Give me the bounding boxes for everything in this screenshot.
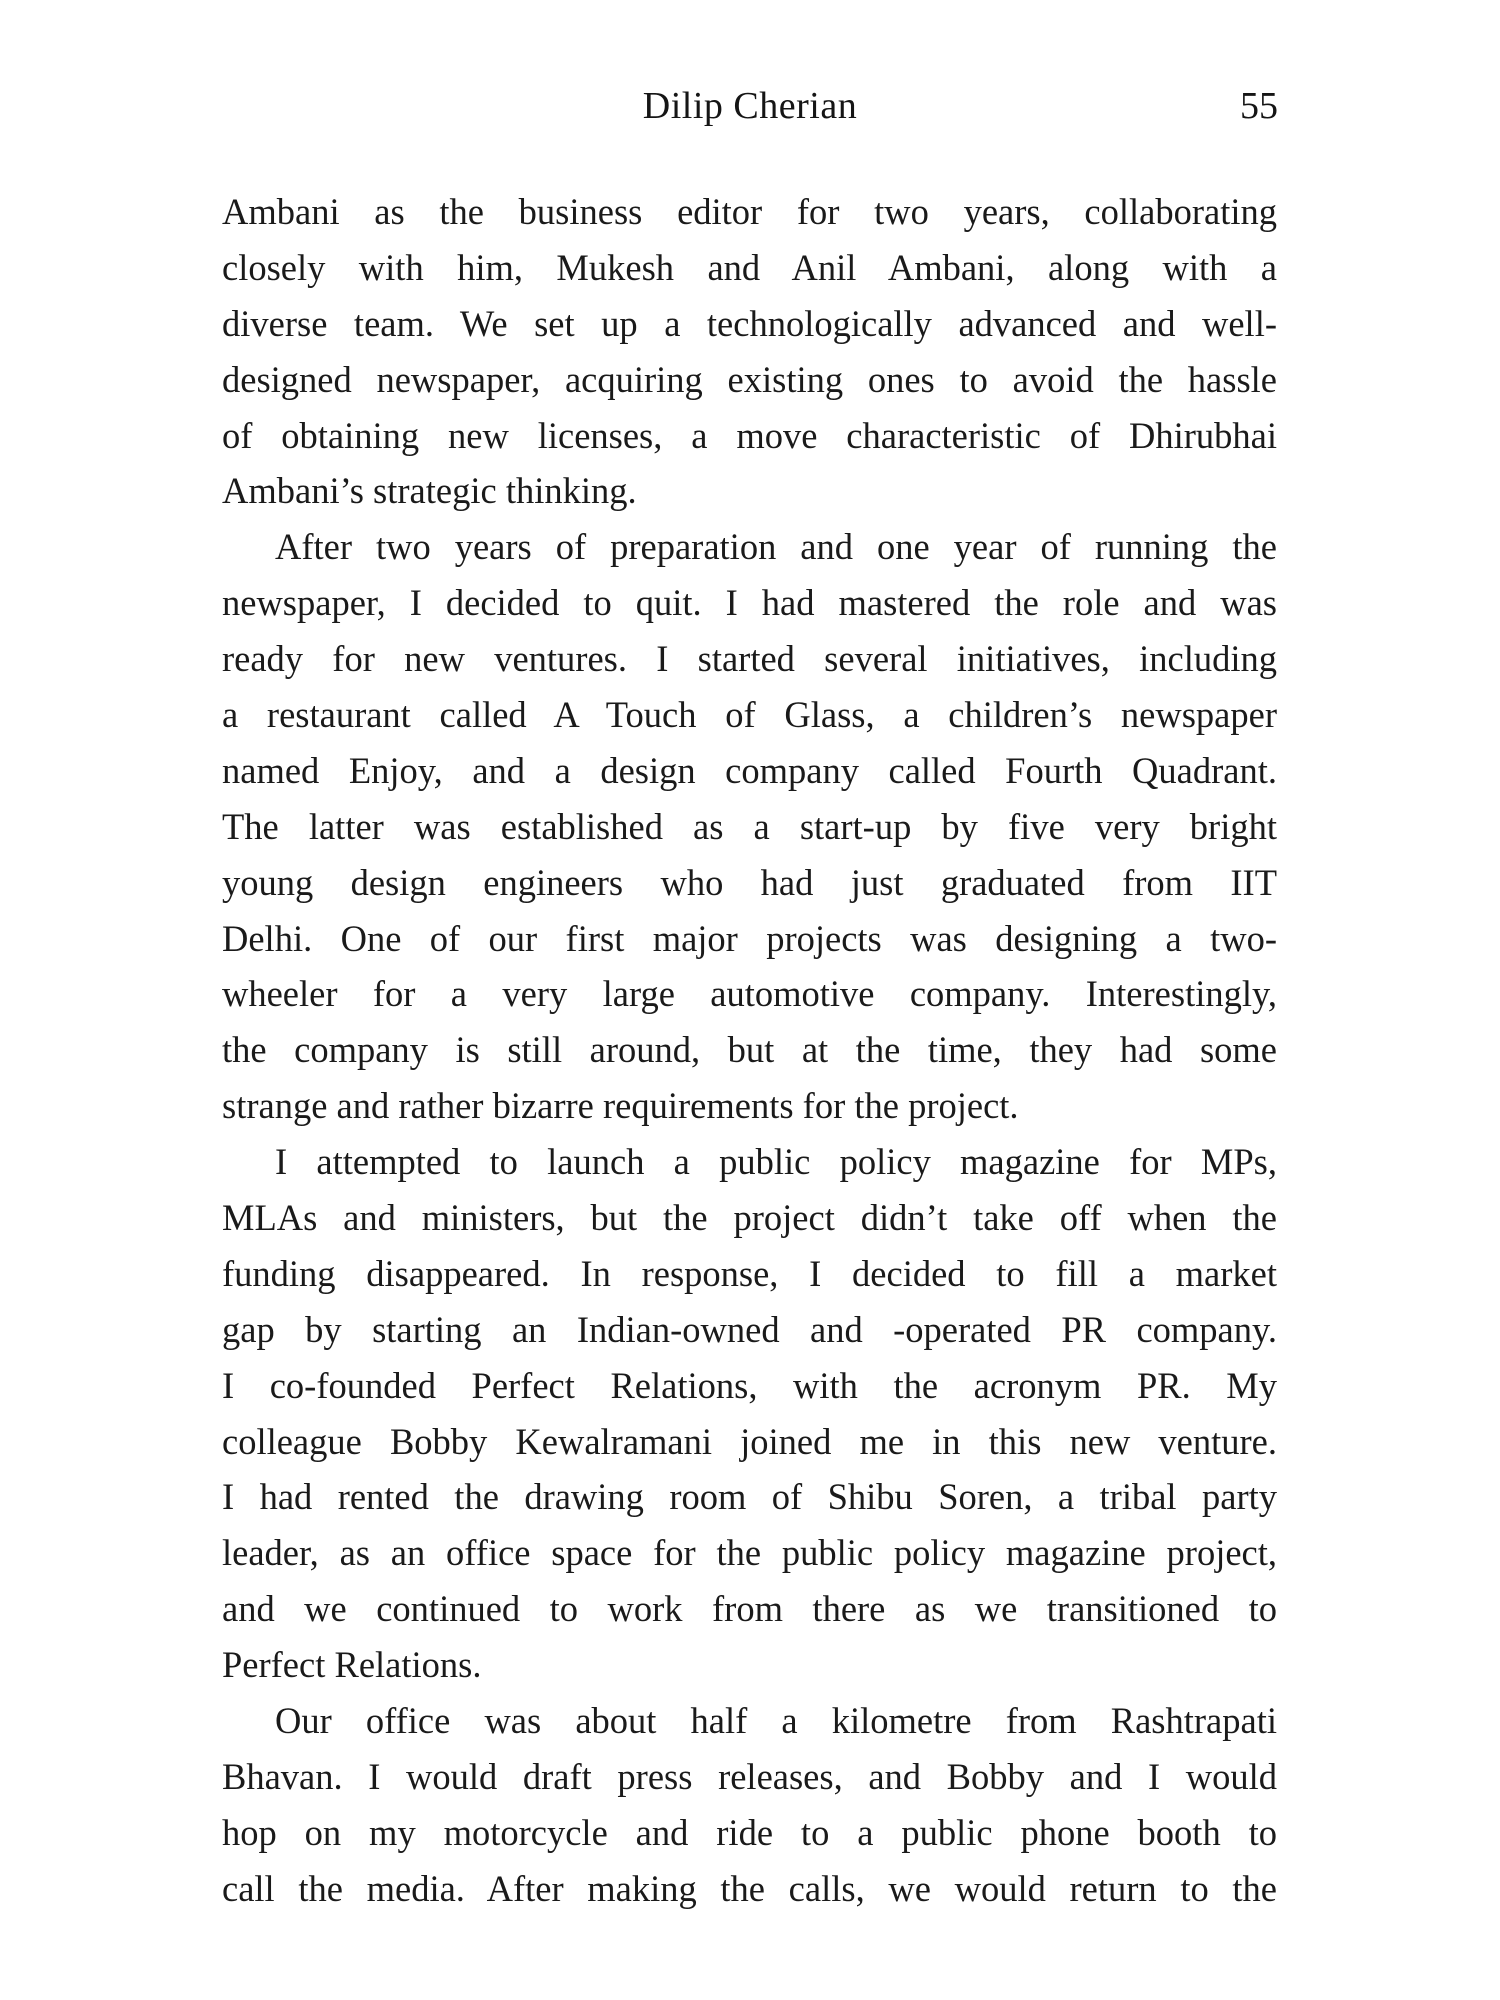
paragraph-2 bbox=[222, 519, 1277, 1134]
text-line: leader, as an office space for the public policy magazine project, bbox=[222, 1532, 1277, 1574]
text-line: gap by starting an Indian-owned and -operated PR company. bbox=[222, 1308, 1277, 1350]
text-line: the company is still around, but at the time, they had some bbox=[222, 1029, 1277, 1071]
text-line: diverse team. We set up a technologically advanced and well- bbox=[222, 302, 1277, 344]
running-title: Dilip Cherian bbox=[642, 85, 858, 127]
text-line: Perfect Relations. bbox=[222, 1644, 482, 1686]
text-line: The latter was established as a start-up by five very bright bbox=[222, 805, 1277, 847]
running-head bbox=[222, 84, 1278, 128]
text-line: Ambani as the business editor for two years, collaborating bbox=[222, 191, 1277, 232]
text-line: newspaper, I decided to quit. I had mastered the role and was bbox=[222, 582, 1277, 624]
text-line: Delhi. One of our first major projects was designing a two- bbox=[222, 917, 1277, 959]
text-line: Bhavan. I would draft press releases, and Bobby and I would bbox=[222, 1755, 1277, 1797]
text-line: Our office was about half a kilometre from Rashtrapati bbox=[275, 1700, 1277, 1742]
paragraph-4 bbox=[222, 1693, 1277, 1917]
text-line: a restaurant called A Touch of Glass, a children’s newspaper bbox=[222, 694, 1277, 736]
text-line: Ambani’s strategic thinking. bbox=[222, 470, 637, 512]
text-line: ready for new ventures. I started several initiatives, including bbox=[222, 638, 1277, 680]
text-line: After two years of preparation and one year of running the bbox=[275, 526, 1277, 568]
text-line: closely with him, Mukesh and Anil Ambani, along with a bbox=[222, 246, 1277, 288]
text-line: I attempted to launch a public policy magazine for MPs, bbox=[275, 1141, 1277, 1183]
text-line: of obtaining new licenses, a move characteristic of Dhirubhai bbox=[222, 414, 1277, 456]
page-number: 55 bbox=[1240, 85, 1278, 127]
paragraph-1 bbox=[222, 184, 1277, 519]
text-line: I co-founded Perfect Relations, with the acronym PR. My bbox=[222, 1364, 1277, 1406]
text-line: wheeler for a very large automotive company. Interestingly, bbox=[222, 973, 1277, 1015]
text-line: strange and rather bizarre requirements for the project. bbox=[222, 1085, 1019, 1127]
text-line: I had rented the drawing room of Shibu Soren, a tribal party bbox=[222, 1476, 1277, 1518]
text-line: call the media. After making the calls, we would return to the bbox=[222, 1867, 1277, 1909]
text-line: colleague Bobby Kewalramani joined me in this new venture. bbox=[222, 1420, 1277, 1462]
text-line: young design engineers who had just graduated from IIT bbox=[222, 861, 1277, 903]
text-line: and we continued to work from there as we transitioned to bbox=[222, 1588, 1277, 1630]
paragraph-3 bbox=[222, 1134, 1277, 1693]
body-text bbox=[222, 184, 1277, 1917]
text-line: hop on my motorcycle and ride to a public phone booth to bbox=[222, 1811, 1277, 1853]
text-line: designed newspaper, acquiring existing ones to avoid the hassle bbox=[222, 358, 1277, 400]
text-line: MLAs and ministers, but the project didn’t take off when the bbox=[222, 1197, 1277, 1239]
text-line: funding disappeared. In response, I decided to fill a market bbox=[222, 1252, 1277, 1294]
text-line: named Enjoy, and a design company called Fourth Quadrant. bbox=[222, 749, 1277, 791]
